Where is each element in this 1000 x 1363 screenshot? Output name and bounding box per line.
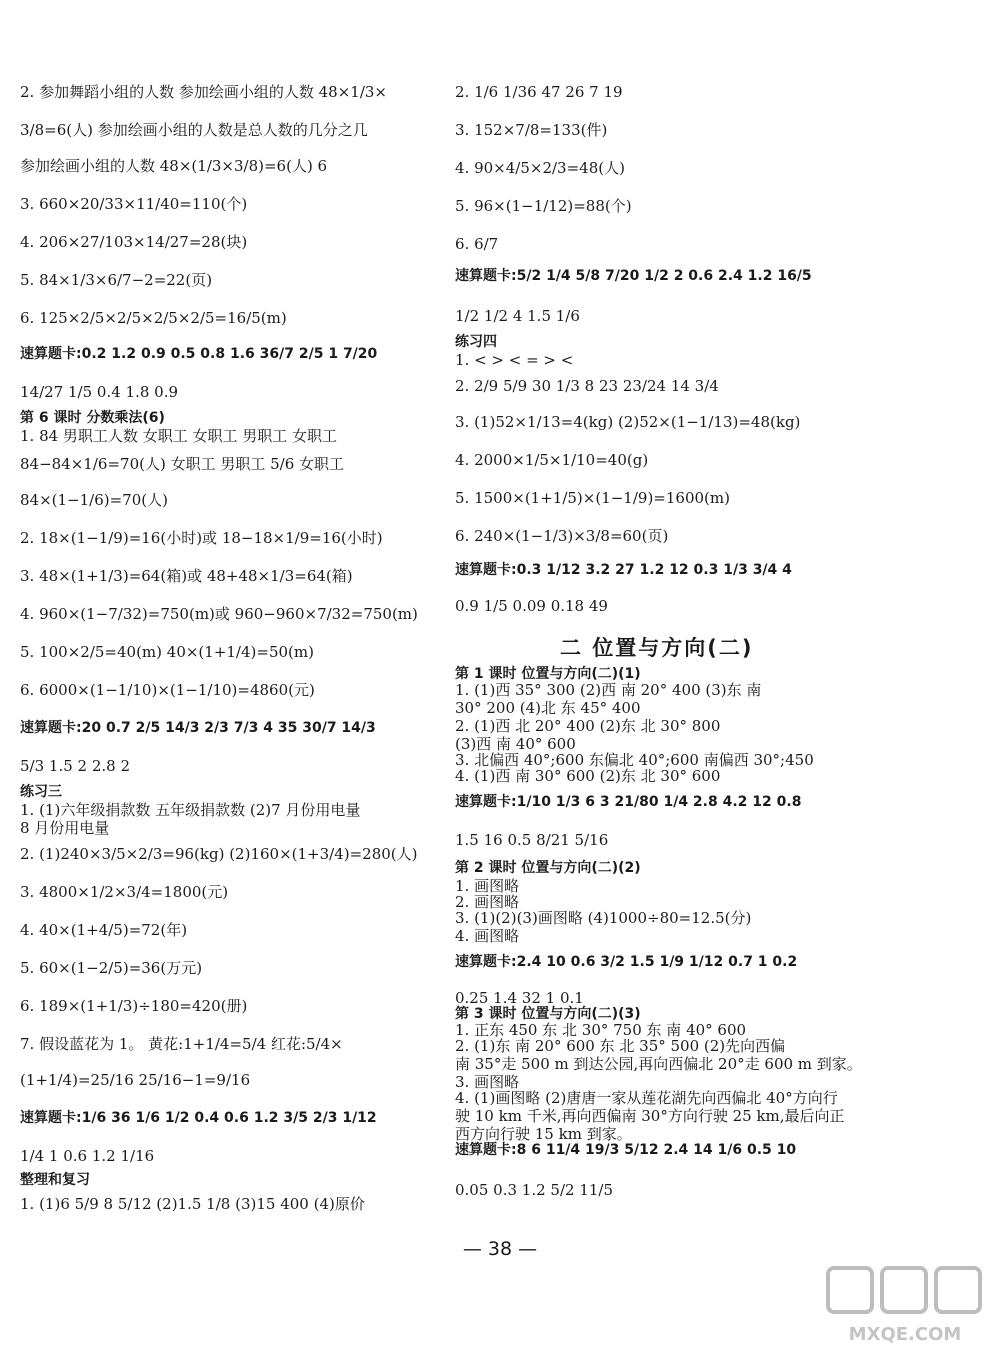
right-answer-line: 速算题卡:2.4 10 0.6 3/2 1.5 1/9 1/12 0.7 1 0.2 (455, 954, 798, 970)
left-answer-line: 整理和复习 (20, 1172, 90, 1188)
right-answer-line: 0.9 1/5 0.09 0.18 49 (455, 597, 608, 615)
page-number: — 38 — (462, 1238, 538, 1260)
right-answer-line: 3. 北偏西 40°;600 东偏北 40°;600 南偏西 30°;450 (455, 751, 814, 769)
right-answer-line: 1. (1)西 35° 300 (2)西 南 20° 400 (3)东 南 (455, 681, 762, 699)
right-answer-line: 第 3 课时 位置与方向(二)(3) (455, 1006, 641, 1022)
right-answer-line: 2. (1)东 南 20° 600 东 北 35° 500 (2)先向西偏 (455, 1037, 786, 1055)
left-answer-line: 6. 125×2/5×2/5×2/5×2/5=16/5(m) (20, 309, 287, 327)
left-answer-line: 3. 48×(1+1/3)=64(箱)或 48+48×1/3=64(箱) (20, 567, 353, 585)
left-answer-line: 3. 4800×1/2×3/4=1800(元) (20, 883, 229, 901)
right-answer-line: 2. (1)西 北 20° 400 (2)东 北 30° 800 (455, 717, 721, 735)
left-answer-line: 14/27 1/5 0.4 1.8 0.9 (20, 383, 179, 401)
left-answer-line: 2. 参加舞蹈小组的人数 参加绘画小组的人数 48×1/3× (20, 83, 387, 101)
right-answer-line: 1. 画图略 (455, 877, 520, 895)
right-answer-line: 4. (1)西 南 30° 600 (2)东 北 30° 600 (455, 767, 721, 785)
right-answer-line: 1. 正东 450 东 北 30° 750 东 南 40° 600 (455, 1021, 747, 1039)
right-answer-line: 5. 96×(1−1/12)=88(个) (455, 197, 632, 215)
left-answer-line: 练习三 (20, 784, 62, 800)
left-answer-line: 5/3 1.5 2 2.8 2 (20, 757, 131, 775)
right-answer-line: 南 35°走 500 m 到达公园,再向西偏北 20°走 600 m 到家。 (455, 1055, 862, 1073)
left-answer-line: 5. 84×1/3×6/7−2=22(页) (20, 271, 213, 289)
left-answer-line: 速算题卡:0.2 1.2 0.9 0.5 0.8 1.6 36/7 2/5 1 7/20 (20, 346, 378, 362)
right-answer-line: 3. (1)(2)(3)画图略 (4)1000÷80=12.5(分) (455, 909, 752, 927)
left-answer-line: 5. 60×(1−2/5)=36(万元) (20, 959, 203, 977)
left-answer-line: 1/4 1 0.6 1.2 1/16 (20, 1147, 155, 1165)
right-answer-line: 速算题卡:5/2 1/4 5/8 7/20 1/2 2 0.6 2.4 1.2 16/5 (455, 268, 812, 284)
right-answer-line: 1. < > < = > < (455, 351, 574, 369)
right-answer-line: 2. 1/6 1/36 47 26 7 19 (455, 83, 623, 101)
right-answer-line: 30° 200 (4)北 东 45° 400 (455, 699, 641, 717)
left-answer-line: 7. 假设蓝花为 1。 黄花:1+1/4=5/4 红花:5/4× (20, 1035, 343, 1053)
right-answer-line: 1.5 16 0.5 8/21 5/16 (455, 831, 609, 849)
right-answer-line: 驶 10 km 千米,再向西偏南 30°方向行驶 25 km,最后向正 (455, 1107, 845, 1125)
left-answer-line: 8 月份用电量 (20, 819, 110, 837)
right-answer-line: 2. 2/9 5/9 30 1/3 8 23 23/24 14 3/4 (455, 377, 719, 395)
right-answer-line: 速算题卡:8 6 11/4 19/3 5/12 2.4 14 1/6 0.5 10 (455, 1142, 797, 1158)
left-answer-line: 4. 960×(1−7/32)=750(m)或 960−960×7/32=750(m) (20, 605, 418, 623)
right-answer-line: 第 1 课时 位置与方向(二)(1) (455, 666, 641, 682)
left-answer-line: 2. (1)240×3/5×2/3=96(kg) (2)160×(1+3/4)=280(人) (20, 845, 418, 863)
left-answer-line: 84×(1−1/6)=70(人) (20, 491, 168, 509)
right-answer-line: 2. 画图略 (455, 893, 520, 911)
left-answer-line: 84−84×1/6=70(人) 女职工 男职工 5/6 女职工 (20, 455, 345, 473)
left-answer-line: 参加绘画小组的人数 48×(1/3×3/8)=6(人) 6 (20, 157, 328, 175)
right-answer-line: 5. 1500×(1+1/5)×(1−1/9)=1600(m) (455, 489, 730, 507)
left-answer-line: 5. 100×2/5=40(m) 40×(1+1/4)=50(m) (20, 643, 314, 661)
left-answer-line: 6. 189×(1+1/3)÷180=420(册) (20, 997, 248, 1015)
right-answer-line: 3. (1)52×1/13=4(kg) (2)52×(1−1/13)=48(kg) (455, 413, 801, 431)
right-answer-line: 3. 152×7/8=133(件) (455, 121, 608, 139)
watermark-logo (820, 1260, 990, 1355)
left-answer-line: 速算题卡:20 0.7 2/5 14/3 2/3 7/3 4 35 30/7 14/3 (20, 720, 376, 736)
right-answer-line: 速算题卡:0.3 1/12 3.2 27 1.2 12 0.3 1/3 3/4 4 (455, 562, 792, 578)
right-answer-line: 4. 90×4/5×2/3=48(人) (455, 159, 625, 177)
right-answer-line: 3. 画图略 (455, 1073, 520, 1091)
left-answer-line: 1. (1)六年级捐款数 五年级捐款数 (2)7 月份用电量 (20, 801, 361, 819)
section-title: 二 位置与方向(二) (560, 636, 754, 660)
left-answer-line: 第 6 课时 分数乘法(6) (20, 410, 165, 426)
left-answer-line: 6. 6000×(1−1/10)×(1−1/10)=4860(元) (20, 681, 315, 699)
left-answer-line: 2. 18×(1−1/9)=16(小时)或 18−18×1/9=16(小时) (20, 529, 383, 547)
left-answer-line: 1. (1)6 5/9 8 5/12 (2)1.5 1/8 (3)15 400 (4)原价 (20, 1195, 365, 1213)
right-answer-line: 6. 6/7 (455, 235, 499, 253)
right-answer-line: 0.05 0.3 1.2 5/2 11/5 (455, 1181, 614, 1199)
svg-text:MXQE.COM: MXQE.COM (848, 1324, 962, 1345)
right-answer-line: 4. (1)画图略 (2)唐唐一家从莲花湖先向西偏北 40°方向行 (455, 1089, 838, 1107)
left-answer-line: 3. 660×20/33×11/40=110(个) (20, 195, 248, 213)
right-answer-line: 4. 画图略 (455, 927, 520, 945)
left-answer-line: (1+1/4)=25/16 25/16−1=9/16 (20, 1071, 251, 1089)
right-answer-line: 1/2 1/2 4 1.5 1/6 (455, 307, 580, 325)
left-answer-line: 4. 40×(1+4/5)=72(年) (20, 921, 188, 939)
right-answer-line: 0.25 1.4 32 1 0.1 (455, 989, 584, 1007)
right-answer-line: 西方向行驶 15 km 到家。 (455, 1125, 632, 1143)
right-answer-line: (3)西 南 40° 600 (455, 735, 576, 753)
left-answer-line: 4. 206×27/103×14/27=28(块) (20, 233, 248, 251)
left-answer-line: 3/8=6(人) 参加绘画小组的人数是总人数的几分之几 (20, 121, 368, 139)
right-answer-line: 练习四 (455, 334, 497, 350)
right-answer-line: 第 2 课时 位置与方向(二)(2) (455, 860, 641, 876)
right-answer-line: 4. 2000×1/5×1/10=40(g) (455, 451, 649, 469)
right-answer-line: 速算题卡:1/10 1/3 6 3 21/80 1/4 2.8 4.2 12 0.8 (455, 794, 802, 810)
left-answer-line: 1. 84 男职工人数 女职工 女职工 男职工 女职工 (20, 427, 338, 445)
right-answer-line: 6. 240×(1−1/3)×3/8=60(页) (455, 527, 669, 545)
left-answer-line: 速算题卡:1/6 36 1/6 1/2 0.4 0.6 1.2 3/5 2/3 1/12 (20, 1110, 377, 1126)
